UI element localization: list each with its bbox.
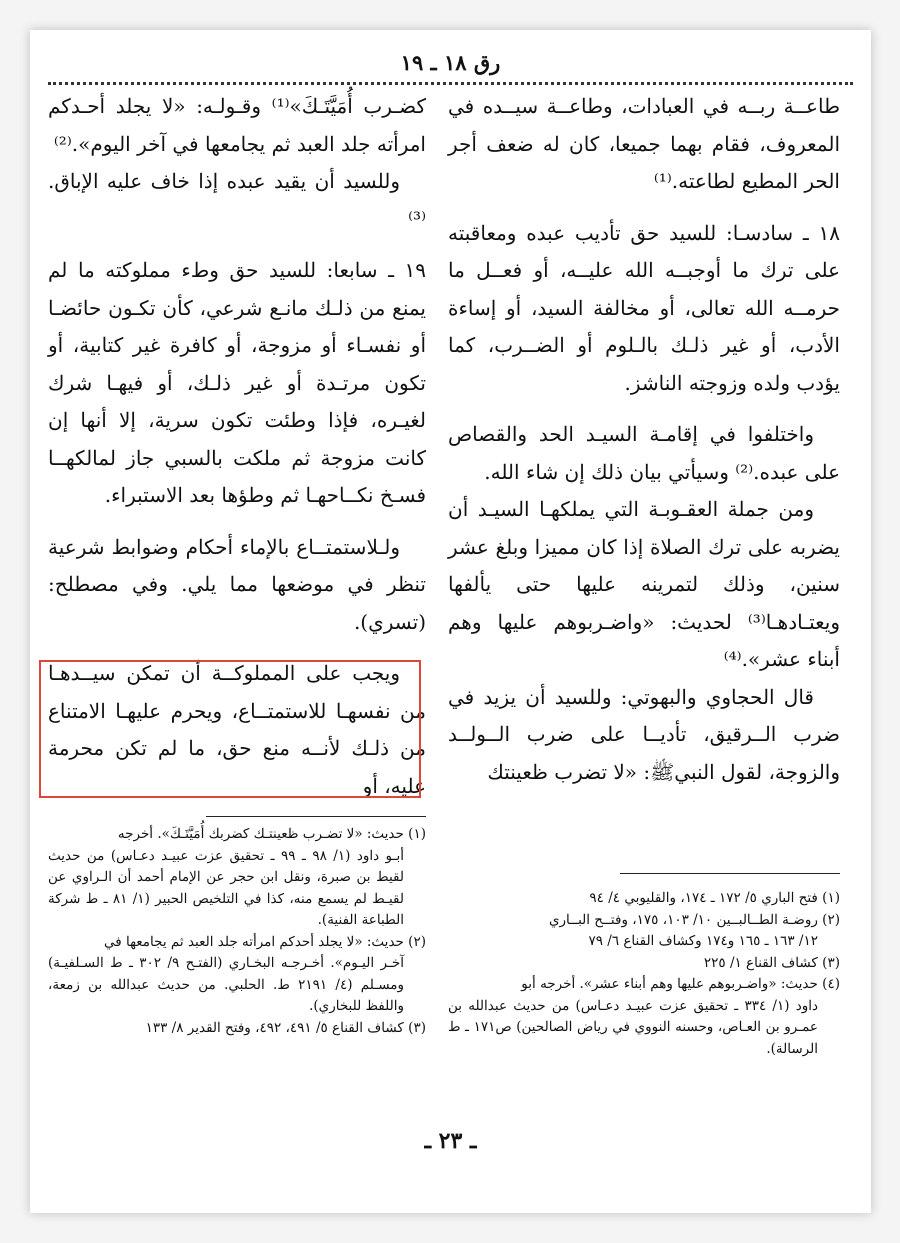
footnote-continuation: داود (١/ ٣٣٤ ـ تحقيق عزت عبيـد دعـاس) من حديث عبدالله بن عمـرو بن العـاص، وحسنه النووي في رياض الصالحين) ص١٧١ ـ ط الرسالة). (448, 997, 818, 1057)
header-dotted-rule (48, 82, 853, 85)
footnote (448, 910, 840, 932)
footnote (48, 824, 426, 846)
footnote-separator (620, 873, 840, 874)
paragraph: ومن جملة العقـوبـة التي يملكهـا السيـد أن يضربه على ترك الصلاة إذا كان مميزا وبلغ عشر سنين، وذلك لتمرينه عليها حتى يألفها ويعتـادهـا⁽³⁾ لحديث: «واضـربوهم عليها وهم أبناء عشر».⁽⁴⁾ (448, 497, 840, 671)
page-number: ـ ٢٣ ـ (424, 1128, 477, 1154)
footnote-number: (٢) (822, 911, 840, 928)
footnote (448, 888, 840, 910)
paragraph: واختلفوا في إقامـة السيـد الحد والقصاص على عبده.⁽²⁾ وسيأتي بيان ذلك إن شاء الله. (448, 422, 840, 484)
footnote-text: حديث: «لا يجلد أحدكم امرأته جلد العبد ثم يجامعها في (103, 933, 404, 950)
footnote-text: كشاف القناع ١/ ٢٢٥ (703, 954, 818, 971)
paragraph: طاعــة ربــه في العبادات، وطاعــة سيــده في المعروف، فقام بهما جميعا، كان له ضعف أجر الحر المطيع لطاعته.⁽¹⁾ (448, 94, 840, 193)
footnote (48, 932, 426, 954)
footnote-text: حديث: «لا تضـرب ظعينتـك كضربك أُمَيَّتَـكَ». أخرجه (117, 826, 404, 842)
paragraph: وللسيد أن يقيد عبده إذا خاف عليه الإباق.⁽³⁾ (48, 169, 426, 231)
footnote (448, 974, 840, 996)
footnote-number: (٤) (822, 976, 840, 992)
footnote-text: فتح الباري ٥/ ١٧٢ ـ ١٧٤، والقليوبي ٤/ ٩٤ (589, 890, 818, 906)
footnote-text: روضـة الطــالبــين ١٠/ ١٠٣، ١٧٥، وفتــح البــاري (548, 911, 818, 928)
footnote-continuation: أبـو داود (١/ ٩٨ ـ ٩٩ ـ تحقيق عزت عبيـد دعـاس) من حديث لقيط بن صبرة، ونقل ابن حجر عن الإمام أحمد أن الـراوي عن لقيـط لم يسمع منه، كذا في التلخيص الحبير (١/ ٨١ ـ ط شركة الطباعة الفنية). (48, 847, 404, 928)
paragraph: كضـرب أُمَيَّتَـكَ»⁽¹⁾ وقـولـه: «لا يجلد أحـدكم امرأته جلد العبد ثم يجامعها في آخر اليوم».⁽²⁾ (48, 94, 427, 156)
footnote-continuation: آخـر اليـوم». أخـرجـه البخـاري (الفتـح ٩/ ٣٠٢ ـ ط السـلفيـة) ومسـلم (٤/ ٢١٩١ ط. الحلبي. من حديث عبدالله بن زمعة، واللفظ للبخاري). (48, 955, 405, 1014)
right-text-column (448, 88, 840, 791)
paragraph: قال الحجاوي والبهوتي: وللسيد أن يزيد في ضرب الــرقيق، تأديــا على ضرب الــولــد والزوجة، لقول النبيﷺ: «لا تضرب ظعينتك (448, 684, 840, 784)
book-page (30, 30, 871, 1213)
footnote-continuation: ١٢/ ١٦٣ ـ ١٦٥ و١٧٤ وكشاف القناع ٦/ ٧٩ (588, 933, 818, 949)
paragraph: ولـلاستمتــاع بالإماء أحكام وضوابط شرعية تنظر في موضعها مما يلي. وفي مصطلح: (تسري). (48, 534, 426, 634)
footnote-separator (206, 816, 426, 817)
right-footnotes (448, 888, 840, 1060)
footnote-number: (٢) (408, 933, 426, 950)
paragraph: ١٨ ـ سادسـا: للسيد حق تأديب عبده ومعاقبته على ترك ما أوجبــه الله عليــه، أو فعــل ما حرمــه الله تعالى، أو مخالفة السيد، أو إساءة الأدب، أو غير ذلـك بالـلوم أو الضــرب، كما يؤدب ولده وزوجته الناشز. (448, 220, 840, 395)
running-header: رق ١٨ ـ ١٩ (400, 50, 501, 75)
footnote-number: (٣) (822, 954, 840, 971)
footnote-text: حديث: «واضـربوهم عليها وهم أبناء عشر». أخرجه أبو (521, 976, 818, 992)
highlight-box (39, 660, 421, 798)
highlighted-paragraph: ويجب على المملوكــة أن تمكن سيــدهـا من نفسهـا للاستمتــاع، ويحرم عليهـا الامتناع من ذلـك لأنــه منع حق، ما لم تكن محرمة عليه، أو (48, 661, 426, 798)
footnote-number: (١) (408, 826, 426, 842)
footnote (48, 1018, 426, 1040)
footnote (448, 953, 840, 975)
left-footnotes (48, 824, 426, 1039)
paragraph: ١٩ ـ سابعا: للسيد حق وطء مملوكته ما لم يمنع من ذلـك مانـع شرعي، كأن تكـون حائضـا أو نفسـاء أو مزوجة، أو كافرة غير كتابية، أو تكون مرتـدة أو غير ذلـك، أو فيهـا شرك لغيـره، فإذا وطئت تكون سرية، إلا أنها إن كانت مزوجة ثم ملكت بالسبي جاز لمالكهــا فسـخ نكــاحهـا ثم وطؤها بعد الاستبراء. (48, 258, 426, 507)
footnote-number: (٣) (408, 1019, 426, 1036)
footnote-text: كشاف القناع ٥/ ٤٩١، ٤٩٢، وفتح القدير ٨/ ١٣٣ (145, 1019, 404, 1036)
footnote-number: (١) (822, 890, 840, 906)
